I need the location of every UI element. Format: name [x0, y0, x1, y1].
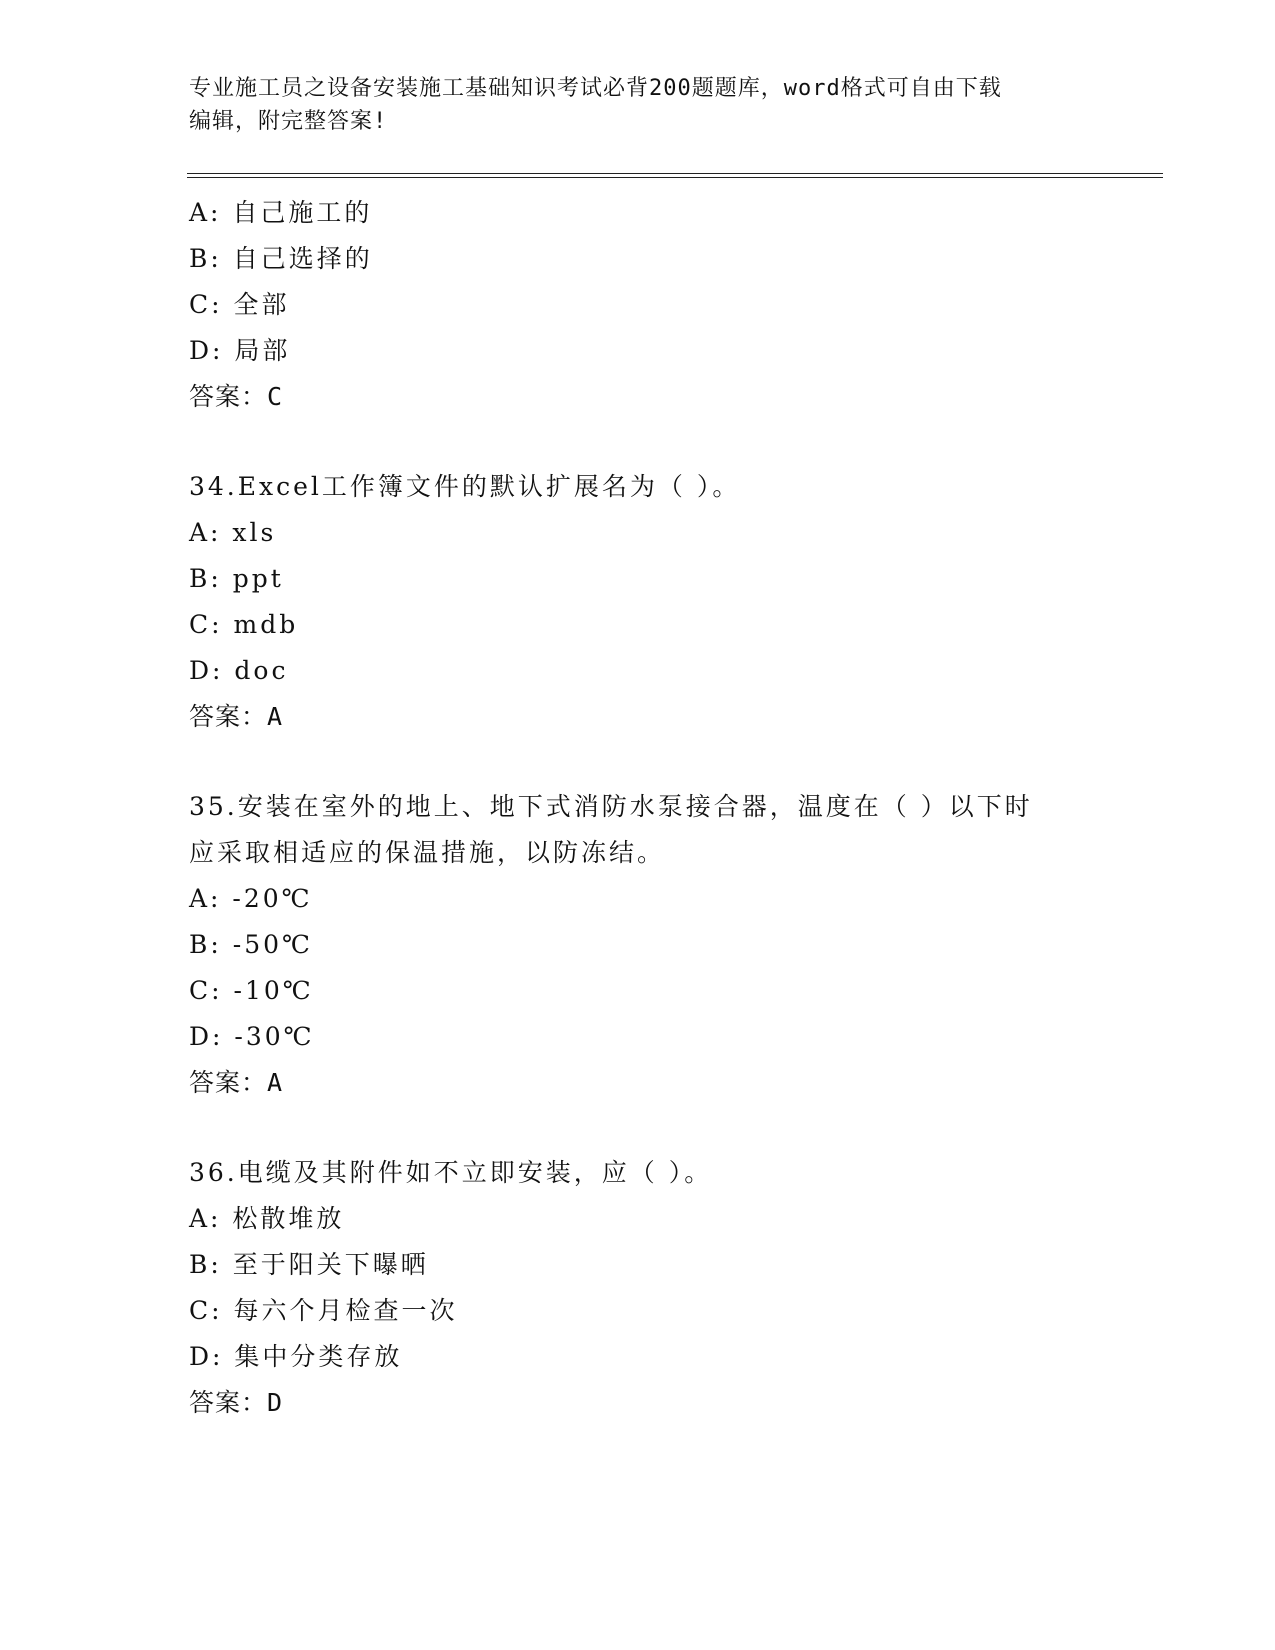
answer-line: 答案：D — [189, 1388, 284, 1417]
header-divider-bottom — [187, 177, 1163, 178]
question-35 — [189, 784, 1089, 1106]
option-a: A: -20℃ — [189, 884, 313, 913]
option-b: B: ppt — [189, 564, 284, 593]
question-list — [189, 190, 1089, 1426]
option-c: C: 全部 — [189, 290, 290, 319]
document-header — [189, 72, 1089, 138]
header-line-2: 编辑，附完整答案! — [189, 109, 388, 134]
option-d: D: 局部 — [189, 336, 291, 365]
question-36 — [189, 1150, 1089, 1426]
option-d: D: 集中分类存放 — [189, 1342, 403, 1371]
option-d: D: doc — [189, 656, 289, 685]
question-text-line-2: 应采取相适应的保温措施，以防冻结。 — [189, 838, 666, 867]
option-b: B: 自己选择的 — [189, 244, 373, 273]
header-divider-top — [187, 173, 1163, 174]
answer-line: 答案：A — [189, 1068, 284, 1097]
option-a: A: 松散堆放 — [189, 1204, 345, 1233]
option-a: A: xls — [189, 518, 277, 547]
question-34 — [189, 464, 1089, 740]
option-d: D: -30℃ — [189, 1022, 315, 1051]
question-text: 36.电缆及其附件如不立即安装，应（ ）。 — [189, 1158, 713, 1187]
answer-line: 答案：C — [189, 382, 284, 411]
continued-question — [189, 190, 1089, 420]
answer-line: 答案：A — [189, 702, 284, 731]
option-c: C: mdb — [189, 610, 299, 639]
question-text: 34.Excel工作簿文件的默认扩展名为（ ）。 — [189, 472, 741, 501]
option-b: B: -50℃ — [189, 930, 313, 959]
option-b: B: 至于阳关下曝晒 — [189, 1250, 429, 1279]
option-c: C: 每六个月检查一次 — [189, 1296, 458, 1325]
option-c: C: -10℃ — [189, 976, 314, 1005]
question-text-line-1: 35.安装在室外的地上、地下式消防水泵接合器，温度在（ ）以下时 — [189, 792, 1033, 821]
header-line-1: 专业施工员之设备安装施工基础知识考试必背200题题库，word格式可自由下载 — [189, 76, 1002, 101]
option-a: A: 自己施工的 — [189, 198, 373, 227]
